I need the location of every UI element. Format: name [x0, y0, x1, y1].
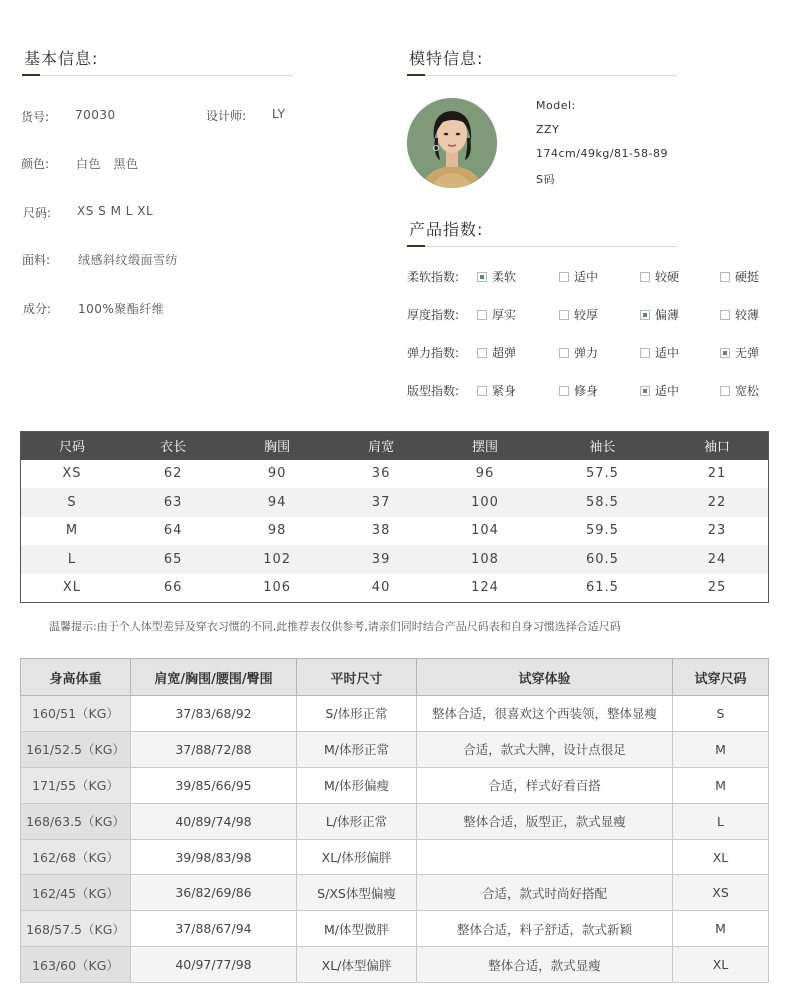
- fitting-row: [21, 839, 769, 875]
- fitting-cell: S: [673, 696, 769, 732]
- size-chart-cell: 57.5: [585, 466, 619, 482]
- fitting-cell: L/体形正常: [297, 803, 417, 839]
- fitting-cell: S/体形正常: [297, 696, 417, 732]
- fitting-cell: XL: [673, 839, 769, 875]
- fitting-row: [21, 696, 769, 732]
- index-option-label: 较硬: [655, 270, 680, 284]
- size-chart-cell: 65: [123, 545, 223, 574]
- fitting-cell: 整体合适，版型正，款式显瘦: [417, 803, 673, 839]
- fitting-cell: 162/68（KG）: [21, 839, 131, 875]
- size-chart-cell: 102: [223, 545, 330, 574]
- fitting-cell: 36/82/69/86: [131, 875, 297, 911]
- size-chart-header: 袖口: [666, 432, 768, 460]
- size-chart-cell: 23: [707, 523, 727, 539]
- fitting-row: [21, 875, 769, 911]
- fitting-cell: 40/97/77/98: [131, 947, 297, 983]
- size-chart-cell: S: [21, 488, 123, 517]
- fitting-cell: XL: [673, 947, 769, 983]
- product-index-accent: [407, 245, 425, 247]
- size-chart-cell: 61.5: [585, 580, 619, 596]
- basic-info-accent: [22, 74, 40, 76]
- index-option-label: 紧身: [492, 384, 517, 398]
- designer-value: LY: [272, 107, 286, 121]
- size-chart-header: 肩宽: [331, 432, 431, 460]
- fitting-cell: 整体合适，料子舒适，款式新颖: [417, 911, 673, 947]
- size-chart-cell: 104: [471, 523, 499, 539]
- fitting-cell: 整体合适，很喜欢这个西装领，整体显瘦: [417, 696, 673, 732]
- fitting-report-table: [20, 658, 769, 983]
- size-chart-header: 摆围: [431, 432, 538, 460]
- fitting-cell: 168/57.5（KG）: [21, 911, 131, 947]
- index-option-label: 偏薄: [655, 308, 680, 322]
- size-chart-cell: 39: [331, 545, 431, 574]
- checkbox-empty-icon[interactable]: [559, 348, 569, 358]
- index-option[interactable]: [559, 268, 598, 285]
- index-option-label: 宽松: [735, 384, 760, 398]
- index-option[interactable]: [720, 268, 759, 285]
- checkbox-empty-icon[interactable]: [559, 310, 569, 320]
- fitting-row: [21, 731, 769, 767]
- size-chart-cell: 60.5: [539, 545, 666, 574]
- index-option[interactable]: [720, 382, 759, 399]
- fitting-cell: M/体形正常: [297, 731, 417, 767]
- index-option-label: 厚实: [492, 308, 517, 322]
- model-info-title: 模特信息:: [409, 49, 484, 68]
- model-name: ZZY: [536, 123, 560, 136]
- index-option[interactable]: [559, 382, 598, 399]
- fitting-header-row: [21, 659, 769, 696]
- index-option-label: 较薄: [735, 308, 760, 322]
- size-chart-cell: 40: [371, 580, 391, 596]
- checkbox-empty-icon[interactable]: [640, 272, 650, 282]
- fitting-header: 身高体重: [21, 659, 131, 696]
- index-option-label: 修身: [574, 384, 599, 398]
- size-value: XS S M L XL: [77, 204, 154, 218]
- fitting-cell: M/体形偏瘦: [297, 767, 417, 803]
- size-chart-cell: 98: [267, 523, 287, 539]
- fitting-cell: 37/88/67/94: [131, 911, 297, 947]
- checkbox-empty-icon[interactable]: [477, 310, 487, 320]
- size-chart-cell: 38: [371, 523, 391, 539]
- size-chart-header: 尺码: [21, 432, 123, 460]
- index-label: 版型指数:: [407, 384, 460, 398]
- size-chart-row: [21, 545, 769, 574]
- fitting-cell: [417, 839, 673, 875]
- size-chart-cell: 25: [707, 580, 727, 596]
- size-tip: 温馨提示:由于个人体型差异及穿衣习惯的不同,此推荐表仅供参考,请亲们同时结合产品尺码表和自身习惯选择合适尺码: [49, 620, 621, 633]
- fitting-cell: 合适，款式大牌，设计点很足: [417, 731, 673, 767]
- fitting-cell: 162/45（KG）: [21, 875, 131, 911]
- size-chart-cell: 37: [331, 488, 431, 517]
- size-chart-row: [21, 517, 769, 546]
- checkbox-empty-icon[interactable]: [720, 310, 730, 320]
- index-option[interactable]: [477, 268, 516, 285]
- basic-info-divider: [22, 75, 293, 76]
- model-avatar: [407, 98, 497, 188]
- size-chart-cell: 64: [163, 523, 183, 539]
- size-chart-cell: 66: [163, 580, 183, 596]
- size-chart-cell: 94: [223, 488, 330, 517]
- designer-label: 设计师:: [206, 109, 247, 123]
- index-option[interactable]: [720, 344, 759, 361]
- size-chart-row: [21, 460, 769, 489]
- index-option-label: 硬挺: [735, 270, 760, 284]
- checkbox-empty-icon[interactable]: [559, 272, 569, 282]
- fitting-row: [21, 911, 769, 947]
- fitting-cell: M: [673, 911, 769, 947]
- model-info-accent: [407, 74, 425, 76]
- fitting-cell: L: [673, 803, 769, 839]
- fitting-cell: 168/63.5（KG）: [21, 803, 131, 839]
- fitting-cell: 163/60（KG）: [21, 947, 131, 983]
- index-option[interactable]: [477, 382, 516, 399]
- index-option-label: 弹力: [574, 346, 599, 360]
- size-chart-cell: 63: [123, 488, 223, 517]
- checkbox-empty-icon[interactable]: [640, 348, 650, 358]
- checkbox-empty-icon[interactable]: [559, 386, 569, 396]
- checkbox-empty-icon[interactable]: [477, 386, 487, 396]
- fitting-header: 试穿尺码: [673, 659, 769, 696]
- checkbox-checked-icon[interactable]: [477, 272, 487, 282]
- fitting-row: [21, 767, 769, 803]
- index-option-label: 适中: [655, 384, 680, 398]
- fitting-row: [21, 803, 769, 839]
- fitting-cell: 整体合适，款式显瘦: [417, 947, 673, 983]
- index-option[interactable]: [640, 306, 679, 323]
- size-chart-header: 袖长: [539, 432, 666, 460]
- fitting-cell: M/体型微胖: [297, 911, 417, 947]
- fitting-header: 平时尺寸: [297, 659, 417, 696]
- size-chart-header: 衣长: [123, 432, 223, 460]
- composition-label: 成分:: [23, 302, 52, 316]
- index-option-label: 适中: [655, 346, 680, 360]
- size-chart-cell: M: [65, 523, 79, 539]
- fitting-cell: 161/52.5（KG）: [21, 731, 131, 767]
- color-value: 白色 黑色: [76, 157, 139, 171]
- fabric-value: 绒感斜纹缎面雪纺: [78, 253, 179, 267]
- fitting-cell: 37/83/68/92: [131, 696, 297, 732]
- checkbox-empty-icon[interactable]: [720, 272, 730, 282]
- fitting-cell: XL/体形偏胖: [297, 839, 417, 875]
- index-option[interactable]: [640, 268, 679, 285]
- size-chart-cell: XL: [62, 580, 82, 596]
- fitting-cell: M: [673, 731, 769, 767]
- index-option-label: 适中: [574, 270, 599, 284]
- size-label: 尺码:: [23, 206, 52, 220]
- size-chart-cell: 106: [263, 580, 292, 596]
- model-info-divider: [407, 75, 677, 76]
- checkbox-checked-icon[interactable]: [640, 310, 650, 320]
- index-option-label: 较厚: [574, 308, 599, 322]
- fitting-row: [21, 947, 769, 983]
- fitting-cell: XL/体型偏胖: [297, 947, 417, 983]
- size-chart-table: [20, 431, 769, 603]
- fitting-cell: S/XS体型偏瘦: [297, 875, 417, 911]
- model-label: Model:: [536, 99, 576, 112]
- size-chart-cell: 62: [163, 466, 183, 482]
- color-label: 颜色:: [21, 157, 50, 171]
- size-chart-row: [21, 488, 769, 517]
- index-label: 弹力指数:: [407, 346, 460, 360]
- size-chart-cell: 90: [267, 466, 287, 482]
- index-option-label: 柔软: [492, 270, 517, 284]
- fitting-cell: 合适，样式好看百搭: [417, 767, 673, 803]
- size-chart-cell: 100: [431, 488, 538, 517]
- fitting-cell: 40/89/74/98: [131, 803, 297, 839]
- fitting-cell: 合适，款式时尚好搭配: [417, 875, 673, 911]
- fitting-cell: 37/88/72/88: [131, 731, 297, 767]
- fitting-header: 试穿体验: [417, 659, 673, 696]
- index-option[interactable]: [640, 382, 679, 399]
- index-label: 厚度指数:: [407, 308, 460, 322]
- size-chart-cell: 108: [431, 545, 538, 574]
- checkbox-empty-icon[interactable]: [720, 386, 730, 396]
- size-chart-cell: 21: [707, 466, 727, 482]
- fitting-cell: 171/55（KG）: [21, 767, 131, 803]
- product-index-title: 产品指数:: [409, 220, 484, 239]
- size-chart-row: [21, 574, 769, 603]
- checkbox-empty-icon[interactable]: [477, 348, 487, 358]
- product-index-divider: [407, 246, 677, 247]
- index-option[interactable]: [720, 306, 759, 323]
- fitting-cell: 39/85/66/95: [131, 767, 297, 803]
- size-chart-cell: 58.5: [539, 488, 666, 517]
- fabric-label: 面料:: [22, 253, 51, 267]
- index-option[interactable]: [640, 344, 679, 361]
- model-size: S码: [536, 173, 555, 186]
- fitting-cell: M: [673, 767, 769, 803]
- fitting-cell: 39/98/83/98: [131, 839, 297, 875]
- size-chart-cell: 24: [666, 545, 768, 574]
- size-chart-cell: 59.5: [585, 523, 619, 539]
- basic-info-title: 基本信息:: [24, 49, 99, 68]
- fitting-cell: 160/51（KG）: [21, 696, 131, 732]
- index-option[interactable]: [559, 306, 598, 323]
- size-chart-cell: L: [21, 545, 123, 574]
- size-chart-cell: 36: [371, 466, 391, 482]
- checkbox-checked-icon[interactable]: [720, 348, 730, 358]
- index-option[interactable]: [477, 344, 516, 361]
- fitting-cell: XS: [673, 875, 769, 911]
- size-chart-header: 胸围: [223, 432, 330, 460]
- size-chart-cell: 124: [471, 580, 499, 596]
- index-option[interactable]: [559, 344, 598, 361]
- index-option-label: 超弹: [492, 346, 517, 360]
- size-chart-cell: XS: [62, 466, 82, 482]
- index-option-label: 无弹: [735, 346, 760, 360]
- sku-label: 货号:: [21, 110, 50, 124]
- fitting-header: 肩宽/胸围/腰围/臀围: [131, 659, 297, 696]
- sku-value: 70030: [75, 108, 116, 122]
- model-portrait-illustration: [407, 98, 497, 188]
- model-measurements: 174cm/49kg/81-58-89: [536, 147, 668, 160]
- index-option[interactable]: [477, 306, 516, 323]
- checkbox-checked-icon[interactable]: [640, 386, 650, 396]
- size-chart-header-row: [21, 432, 769, 460]
- composition-value: 100%聚酯纤维: [78, 302, 165, 316]
- size-chart-cell: 96: [475, 466, 495, 482]
- size-chart-cell: 22: [666, 488, 768, 517]
- index-label: 柔软指数:: [407, 270, 460, 284]
